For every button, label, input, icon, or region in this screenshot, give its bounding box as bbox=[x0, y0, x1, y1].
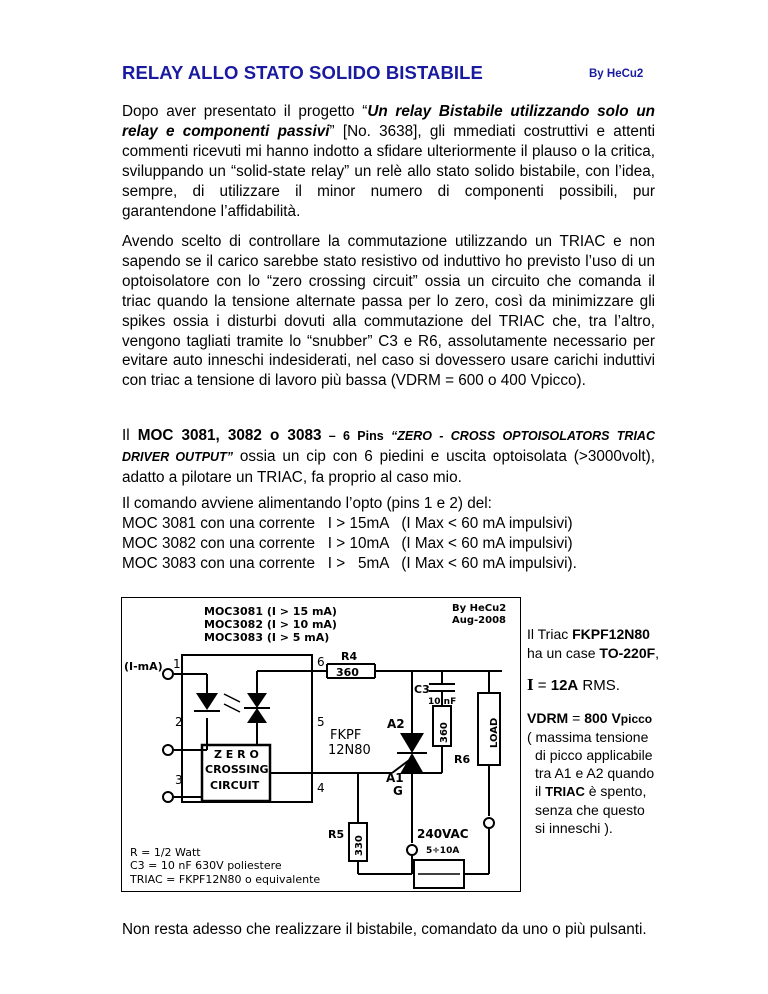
pin-label: 6 bbox=[317, 655, 325, 669]
c3-value: 10 nF bbox=[428, 697, 457, 707]
pin-label: 1 bbox=[173, 657, 181, 671]
triac-model-label: 12N80 bbox=[328, 743, 371, 758]
input-current-label: (I-mA) bbox=[124, 660, 163, 673]
moc-row: MOC3083 (I > 5 mA) bbox=[204, 631, 330, 644]
spec-text: = bbox=[568, 710, 585, 726]
a1-label: A1 bbox=[386, 771, 404, 785]
command-paragraph bbox=[122, 494, 655, 574]
project-reference: Un relay Bistabile utilizzando solo un relay e componenti passivi bbox=[122, 103, 656, 140]
diagram-note: C3 = 10 nF 630V poliestere bbox=[130, 859, 282, 872]
spec-text: di picco applicabile bbox=[535, 747, 653, 763]
page-title: RELAY ALLO STATO SOLIDO BISTABILE bbox=[122, 62, 483, 83]
case-type: TO-220F bbox=[599, 645, 656, 661]
moc-text-il: Il bbox=[122, 427, 138, 444]
r6-value: 360 bbox=[439, 722, 450, 743]
r5-value: 330 bbox=[354, 835, 365, 856]
closing-paragraph: Non resta adesso che realizzare il bistabile, comandato da uno o più pulsanti. bbox=[122, 921, 647, 938]
r4-label: R4 bbox=[341, 650, 358, 663]
pin-circle bbox=[163, 745, 173, 755]
moc-paragraph bbox=[122, 426, 655, 488]
led-icon bbox=[196, 693, 218, 710]
moc-models: MOC 3081, 3082 o 3083 bbox=[137, 427, 322, 444]
a2-label: A2 bbox=[387, 717, 405, 731]
fuse-label: 5÷10A bbox=[426, 846, 460, 856]
pin-label: 5 bbox=[317, 715, 325, 729]
moc-row: MOC3082 (I > 10 mA) bbox=[204, 618, 337, 631]
diagram-date: Aug-2008 bbox=[452, 615, 506, 626]
spec-text: ( massima tensione bbox=[527, 729, 649, 745]
c3-label: C3 bbox=[414, 683, 430, 696]
spec-text: Il Triac bbox=[527, 626, 573, 642]
current-value: 12A bbox=[550, 677, 579, 694]
command-intro: Il comando avviene alimentando l’opto (pins 1 e 2) del: bbox=[122, 495, 492, 512]
current-symbol: I bbox=[527, 675, 534, 694]
moc-pins: – 6 Pins bbox=[321, 429, 384, 443]
spec-text: è spento, bbox=[584, 783, 647, 799]
triac-word: TRIAC bbox=[545, 784, 585, 799]
triac-name-label: FKPF bbox=[330, 728, 362, 743]
spec-text: RMS. bbox=[578, 677, 620, 694]
moc-line: MOC 3082 con una corrente I > 10mA (I Max < 60 mA impulsivi) bbox=[122, 534, 573, 552]
pin-label: 2 bbox=[175, 715, 183, 729]
pin-label: 3 bbox=[175, 773, 183, 787]
triac-specs bbox=[527, 625, 667, 837]
diagram-note: TRIAC = FKPF12N80 o equivalente bbox=[130, 873, 321, 886]
moc-description: “ZERO - CROSS OPTOISOLATORS TRIAC DRIVER OUTPUT” bbox=[122, 429, 655, 464]
schematic-svg bbox=[122, 598, 520, 891]
author-byline: By HeCu2 bbox=[589, 68, 644, 80]
spec-text: ha un case bbox=[527, 645, 600, 661]
spec-text: senza che questo bbox=[535, 802, 645, 818]
r5-label: R5 bbox=[328, 828, 345, 841]
spec-text: il bbox=[535, 783, 546, 799]
intro-text-end: ” [No. 3638], gli mmediati costruttivi e attenti commenti ricevuti mi hanno indotto a sfidare ulteriormente il plauso o la critica, sviluppando un “solid-state relay” un relè allo stato solido bistabile, con l’idea, sempre, di utilizzare il minor numero di componenti possibili, pur garantendone l’affidabilità. bbox=[122, 122, 655, 220]
g-label: G bbox=[393, 784, 403, 798]
r4-value: 360 bbox=[336, 666, 359, 679]
spec-text: si inneschi ). bbox=[535, 820, 613, 836]
intro-paragraph bbox=[122, 102, 655, 221]
moc-row: MOC3081 (I > 15 mA) bbox=[204, 605, 337, 618]
triac-paragraph: Avendo scelto di controllare la commutazione utilizzando un TRIAC e non sapendo se il carico sarebbe stato resistivo od induttivo ho previsto l’uso di un optoisolatore con lo “zero crossing circuit” ossia un circuito che comanda il triac quando la tensione alternate passa per lo zero, così da minimizzare gli spikes ossia i disturbi dovuti alla commutazione del TRIAC che, tra l’altro, vengono tagliati tramite lo “snubber” C3 e R6, assolutamente necessario per evitare auto inneschi indesiderati, nel caso si dovessero usare carichi induttivi con triac a tensione di lavoro più bassa (VDRM = 600 o 400 Vpicco). bbox=[122, 233, 655, 390]
spec-text: tra A1 e A2 quando bbox=[535, 765, 655, 781]
vdrm-unit: picco bbox=[620, 712, 653, 726]
r6-label: R6 bbox=[454, 753, 471, 766]
moc-line: MOC 3083 con una corrente I > 5mA (I Max < 60 mA impulsivi). bbox=[122, 554, 577, 572]
vdrm-label: VDRM bbox=[527, 710, 569, 726]
intro-text-start: Dopo aver presentato il progetto “ bbox=[122, 103, 368, 120]
zero-label: Z E R O bbox=[214, 748, 259, 761]
circuit-diagram bbox=[121, 597, 521, 892]
load-label: LOAD bbox=[489, 717, 500, 748]
voltage-label: 240VAC bbox=[417, 827, 469, 841]
spec-text: = bbox=[533, 677, 551, 694]
light-arrows-icon bbox=[224, 694, 240, 712]
triac-model: FKPF12N80 bbox=[572, 626, 650, 642]
moc-text-end: ossia un cip con 6 piedini e uscita optoisolata (>3000volt), adatto a pilotare un TRIAC, fa proprio al caso mio. bbox=[122, 447, 655, 486]
pin-label: 4 bbox=[317, 781, 325, 795]
circuit-label: CIRCUIT bbox=[210, 779, 260, 792]
vdrm-value: 800 V bbox=[584, 710, 621, 726]
diagram-author: By HeCu2 bbox=[452, 603, 507, 614]
diagram-note: R = 1/2 Watt bbox=[130, 846, 201, 859]
moc-line: MOC 3081 con una corrente I > 15mA (I Max < 60 mA impulsivi) bbox=[122, 514, 573, 532]
pin-circle bbox=[163, 669, 173, 679]
crossing-label: CROSSING bbox=[205, 763, 269, 776]
spec-text: , bbox=[655, 645, 660, 661]
